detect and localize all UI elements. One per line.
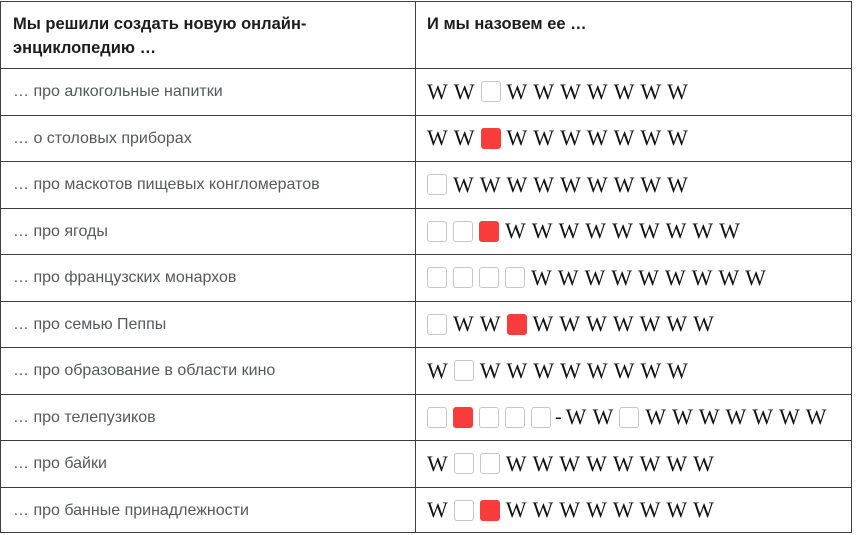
letter-w: W (645, 404, 666, 430)
red-letter-box (481, 128, 501, 149)
table-row (1, 254, 851, 301)
table-row (1, 487, 851, 534)
letter-w: W (693, 450, 714, 476)
table-header-row (1, 2, 851, 68)
red-letter-box (480, 500, 500, 521)
row-clue: … про алкогольные напитки (13, 83, 223, 101)
row-clue: … про образование в области кино (13, 362, 276, 380)
letter-w: W (505, 497, 527, 523)
letter-w: W (612, 218, 633, 244)
letter-w: W (592, 404, 614, 430)
letter-w: W (745, 264, 766, 290)
table-body (1, 68, 851, 533)
blank-letter-box (454, 360, 474, 381)
letter-w: W (640, 357, 662, 383)
letter-w: W (559, 497, 581, 523)
blank-letter-box (619, 407, 639, 428)
letter-w: W (453, 125, 475, 151)
clue-cell (1, 255, 416, 301)
letter-w: W (613, 357, 635, 383)
letter-w: W (533, 357, 555, 383)
header-answer-label: И мы назовем ее … (427, 15, 587, 33)
row-clue: … о столовых приборах (13, 129, 192, 147)
row-clue: … про французских монархов (13, 269, 237, 287)
letter-w: W (479, 311, 501, 337)
answer-pattern (416, 69, 851, 115)
table-row (1, 394, 851, 441)
blank-letter-box (427, 314, 447, 335)
letter-w: W (613, 78, 635, 104)
answer-pattern (416, 255, 851, 301)
letter-w: W (779, 404, 800, 430)
letter-w: W (638, 264, 659, 290)
red-letter-box (453, 407, 473, 428)
header-cell-answer (416, 2, 851, 68)
hyphen: - (555, 406, 562, 429)
row-clue: … про байки (13, 455, 107, 473)
letter-w: W (479, 357, 501, 383)
clue-cell (1, 395, 416, 441)
letter-w: W (559, 450, 581, 476)
table-row (1, 440, 851, 487)
letter-w: W (693, 497, 714, 523)
table-row (1, 68, 851, 115)
letter-w: W (718, 264, 740, 290)
blank-letter-box (505, 407, 525, 428)
letter-w: W (479, 171, 501, 197)
clue-cell (1, 69, 416, 115)
letter-w: W (533, 78, 555, 104)
letter-w: W (639, 497, 661, 523)
letter-w: W (752, 404, 774, 430)
letter-w: W (453, 171, 474, 197)
letter-w: W (506, 125, 528, 151)
letter-w: W (586, 125, 608, 151)
blank-letter-box (454, 500, 474, 521)
row-clue: … про семью Пеппы (13, 315, 167, 333)
blank-letter-box (427, 174, 447, 195)
letter-w: W (557, 264, 579, 290)
letter-w: W (506, 78, 528, 104)
row-clue: … про банные принадлежности (13, 501, 249, 519)
letter-w: W (666, 497, 688, 523)
letter-w: W (640, 125, 662, 151)
letter-w: W (611, 264, 633, 290)
blank-letter-box (479, 407, 499, 428)
letter-w: W (667, 357, 688, 383)
letter-w: W (612, 311, 634, 337)
letter-w: W (805, 404, 827, 430)
answer-pattern (416, 209, 851, 255)
letter-w: W (532, 497, 554, 523)
letter-w: W (586, 357, 608, 383)
blank-letter-box (481, 81, 501, 102)
row-clue: … про телепузиков (13, 408, 156, 426)
letter-w: W (506, 357, 528, 383)
letter-w: W (667, 171, 688, 197)
letter-w: W (586, 78, 608, 104)
letter-w: W (671, 404, 693, 430)
letter-w: W (586, 497, 607, 523)
letter-w: W (560, 171, 581, 197)
letter-w: W (613, 171, 635, 197)
header-question-label: Мы решили создать новую онлайн-энциклопедию … (13, 15, 307, 57)
answer-pattern (416, 162, 851, 208)
blank-letter-box (453, 221, 473, 242)
table-row (1, 115, 851, 162)
letter-w: W (505, 218, 526, 244)
letter-w: W (531, 264, 552, 290)
blank-letter-box (505, 267, 525, 288)
letter-w: W (639, 311, 661, 337)
letter-w: W (692, 218, 714, 244)
letter-w: W (719, 218, 740, 244)
letter-w: W (531, 218, 553, 244)
row-clue: … про маскотов пищевых конгломератов (13, 176, 320, 194)
table-row (1, 161, 851, 208)
blank-letter-box (479, 267, 499, 288)
answer-pattern (416, 116, 851, 162)
letter-w: W (505, 450, 527, 476)
letter-w: W (427, 78, 448, 104)
letter-w: W (427, 357, 448, 383)
answer-pattern (416, 488, 851, 534)
letter-w: W (565, 404, 587, 430)
letter-w: W (560, 78, 581, 104)
blank-letter-box (427, 221, 447, 242)
letter-w: W (559, 311, 581, 337)
answer-pattern (416, 441, 851, 487)
letter-w: W (453, 78, 475, 104)
letter-w: W (612, 450, 634, 476)
letter-w: W (613, 125, 635, 151)
letter-w: W (506, 171, 528, 197)
letter-w: W (533, 171, 555, 197)
table-row (1, 347, 851, 394)
letter-w: W (586, 171, 608, 197)
quiz-table (0, 1, 852, 533)
clue-cell (1, 209, 416, 255)
letter-w: W (560, 125, 581, 151)
letter-w: W (639, 450, 661, 476)
answer-pattern (416, 395, 851, 441)
letter-w: W (640, 171, 662, 197)
letter-w: W (666, 311, 688, 337)
letter-w: W (533, 125, 555, 151)
row-clue: … про ягоды (13, 222, 108, 240)
blank-letter-box (427, 267, 447, 288)
answer-pattern (416, 348, 851, 394)
clue-cell (1, 441, 416, 487)
header-cell-question (1, 2, 416, 68)
letter-w: W (427, 497, 448, 523)
letter-w: W (532, 311, 554, 337)
clue-cell (1, 302, 416, 348)
letter-w: W (586, 311, 607, 337)
clue-cell (1, 116, 416, 162)
letter-w: W (665, 218, 687, 244)
red-letter-box (507, 314, 527, 335)
letter-w: W (558, 218, 580, 244)
letter-w: W (698, 404, 720, 430)
letter-w: W (693, 311, 714, 337)
letter-w: W (667, 78, 688, 104)
letter-w: W (667, 125, 688, 151)
letter-w: W (725, 404, 747, 430)
blank-letter-box (427, 407, 447, 428)
blank-letter-box (480, 453, 500, 474)
clue-cell (1, 162, 416, 208)
letter-w: W (584, 264, 606, 290)
letter-w: W (427, 450, 448, 476)
letter-w: W (586, 450, 607, 476)
letter-w: W (585, 218, 607, 244)
table-row (1, 208, 851, 255)
blank-letter-box (454, 453, 474, 474)
table-row (1, 301, 851, 348)
letter-w: W (612, 497, 634, 523)
blank-letter-box (453, 267, 473, 288)
answer-pattern (416, 302, 851, 348)
letter-w: W (427, 125, 448, 151)
letter-w: W (453, 311, 474, 337)
blank-letter-box (531, 407, 551, 428)
letter-w: W (640, 78, 662, 104)
letter-w: W (560, 357, 581, 383)
letter-w: W (638, 218, 660, 244)
letter-w: W (691, 264, 713, 290)
letter-w: W (664, 264, 686, 290)
letter-w: W (532, 450, 554, 476)
letter-w: W (666, 450, 688, 476)
red-letter-box (479, 221, 499, 242)
clue-cell (1, 488, 416, 534)
clue-cell (1, 348, 416, 394)
